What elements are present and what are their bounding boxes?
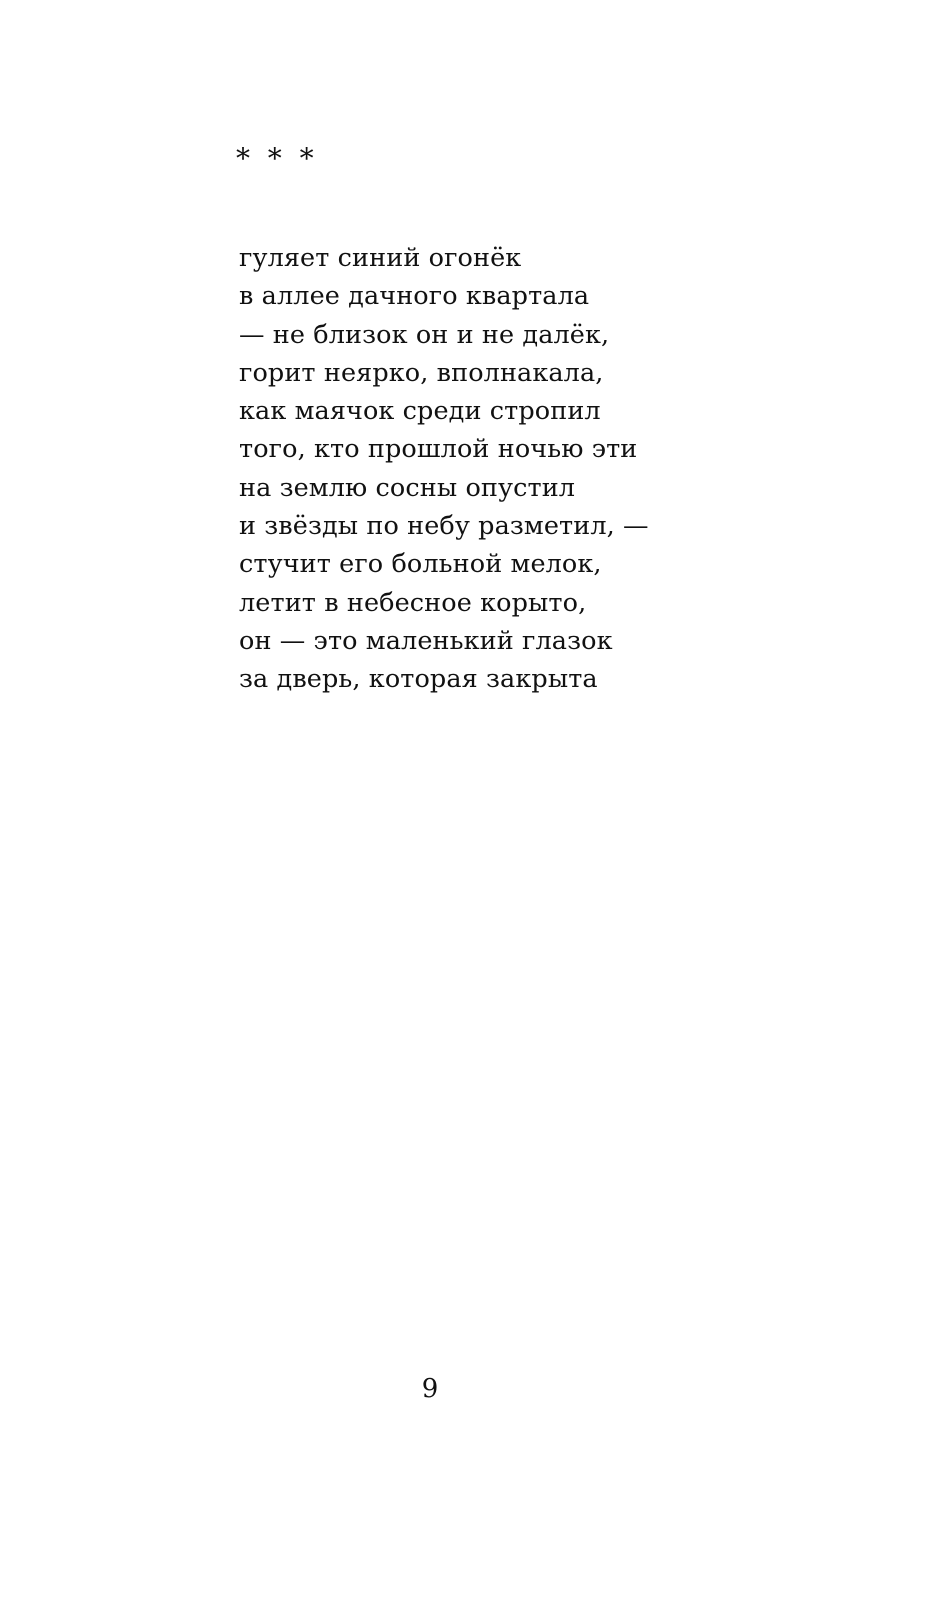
poem-line: гуляет синий огонёк (239, 243, 522, 273)
page-number: 9 (421, 1374, 439, 1404)
poem-line: за дверь, которая закрыта (239, 664, 598, 695)
poem-line: и звёзды по небу разметил, — (239, 511, 649, 542)
poem-line: горит неярко, вполнакала, (239, 357, 604, 388)
poem-line: как маячок среди стропил (239, 396, 601, 427)
poem-line: — не близок он и не далёк, (239, 319, 610, 350)
poem-line: стучит его больной мелок, (239, 549, 602, 580)
poem (239, 239, 649, 699)
poem-line: в аллее дачного квартала (239, 281, 590, 312)
poem-line: на землю сосны опустил (239, 472, 576, 503)
poem-line: того, кто прошлой ночью эти (239, 434, 638, 465)
poem-line: летит в небесное корыто, (239, 587, 587, 618)
poem-line: он — это маленький глазок (239, 625, 613, 656)
section-marker: * * * (236, 142, 314, 175)
